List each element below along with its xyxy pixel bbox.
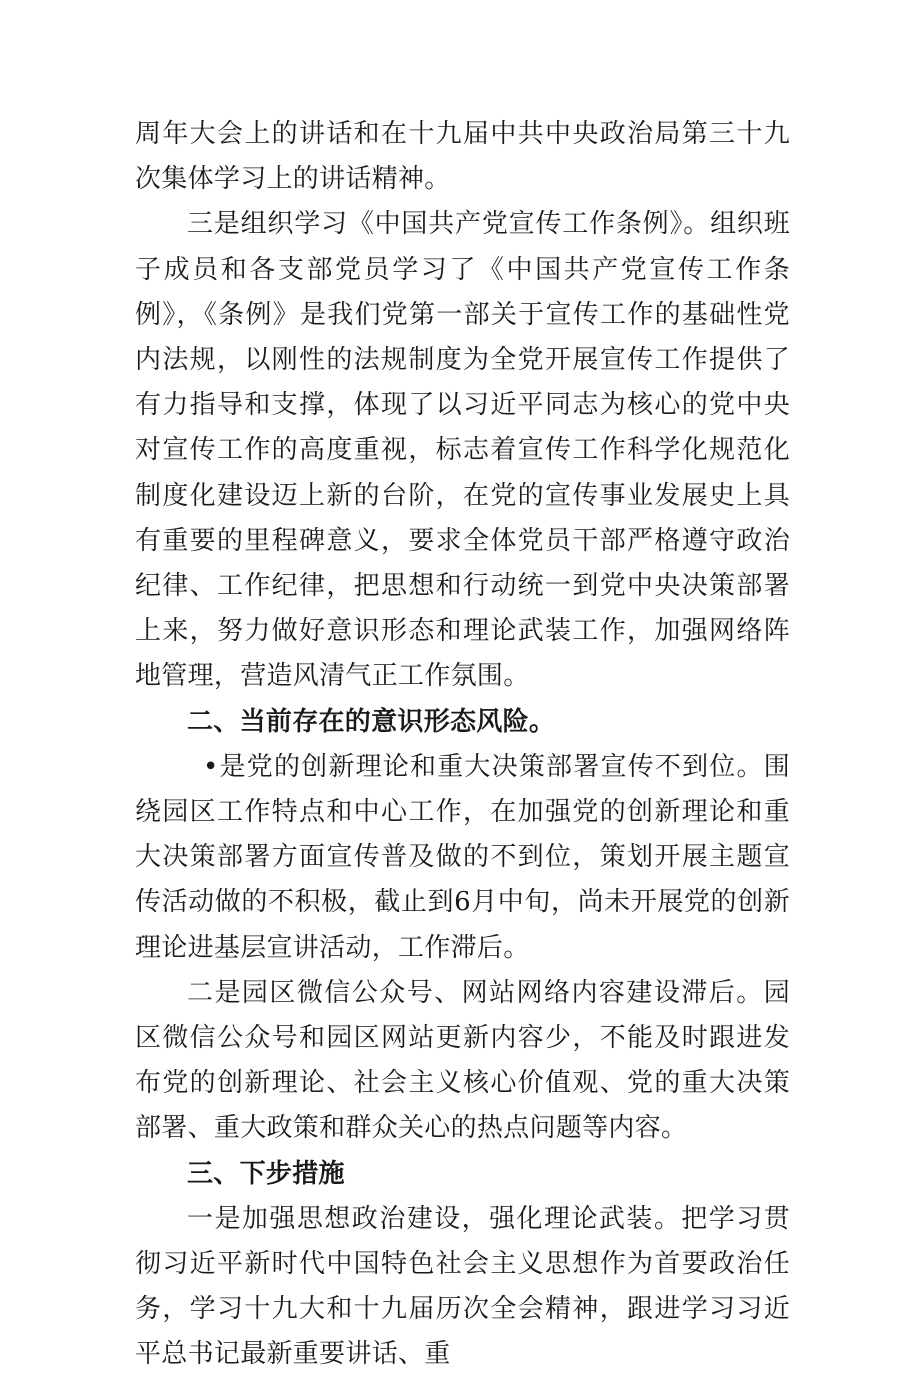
paragraph-risk-two: 二是园区微信公众号、网站网络内容建设滞后。园区微信公众号和园区网站更新内容少，不能及时跟进发布党的创新理论、社会主义核心价值观、党的重大决策部署、重大政策和群众关心的热点问题等内容。	[135, 977, 790, 1144]
document-page	[135, 112, 790, 1378]
paragraph-measure-one: 一是加强思想政治建设，强化理论武装。把学习贯彻习近平新时代中国特色社会主义思想作为首要政治任务，学习十九大和十九届历次全会精神，跟进学习习近平总书记最新重要讲话、重	[135, 1203, 790, 1370]
paragraph-propaganda-regulations: 三是组织学习《中国共产党宣传工作条例》。组织班子成员和各支部党员学习了《中国共产党宣传工作条例》，《条例》是我们党第一部关于宣传工作的基础性党内法规，以刚性的法规制度为全党开展宣传工作提供了有力指导和支撑，体现了以习近平同志为核心的党中央对宣传工作的高度重视，标志着宣传工作科学化规范化制度化建设迈上新的台阶，在党的宣传事业发展史上具有重要的里程碑意义，要求全体党员干部严格遵守政治纪律、工作纪律，把思想和行动统一到党中央决策部署上来，努力做好意识形态和理论武装工作，加强网络阵地管理，营造风清气正工作氛围。	[135, 209, 790, 692]
paragraph-continuation: 周年大会上的讲话和在十九届中共中央政治局第三十九次集体学习上的讲话精神。	[135, 119, 790, 195]
paragraph-risk-one: •是党的创新理论和重大决策部署宣传不到位。围绕园区工作特点和中心工作，在加强党的创新理论和重大决策部署方面宣传普及做的不到位，策划开展主题宣传活动做的不积极，截止到6月中旬，尚未开展党的创新理论进基层宣讲活动，工作滞后。	[135, 751, 790, 963]
section-heading-measures: 三、下步措施	[187, 1158, 345, 1189]
section-heading-risks: 二、当前存在的意识形态风险。	[187, 706, 556, 737]
